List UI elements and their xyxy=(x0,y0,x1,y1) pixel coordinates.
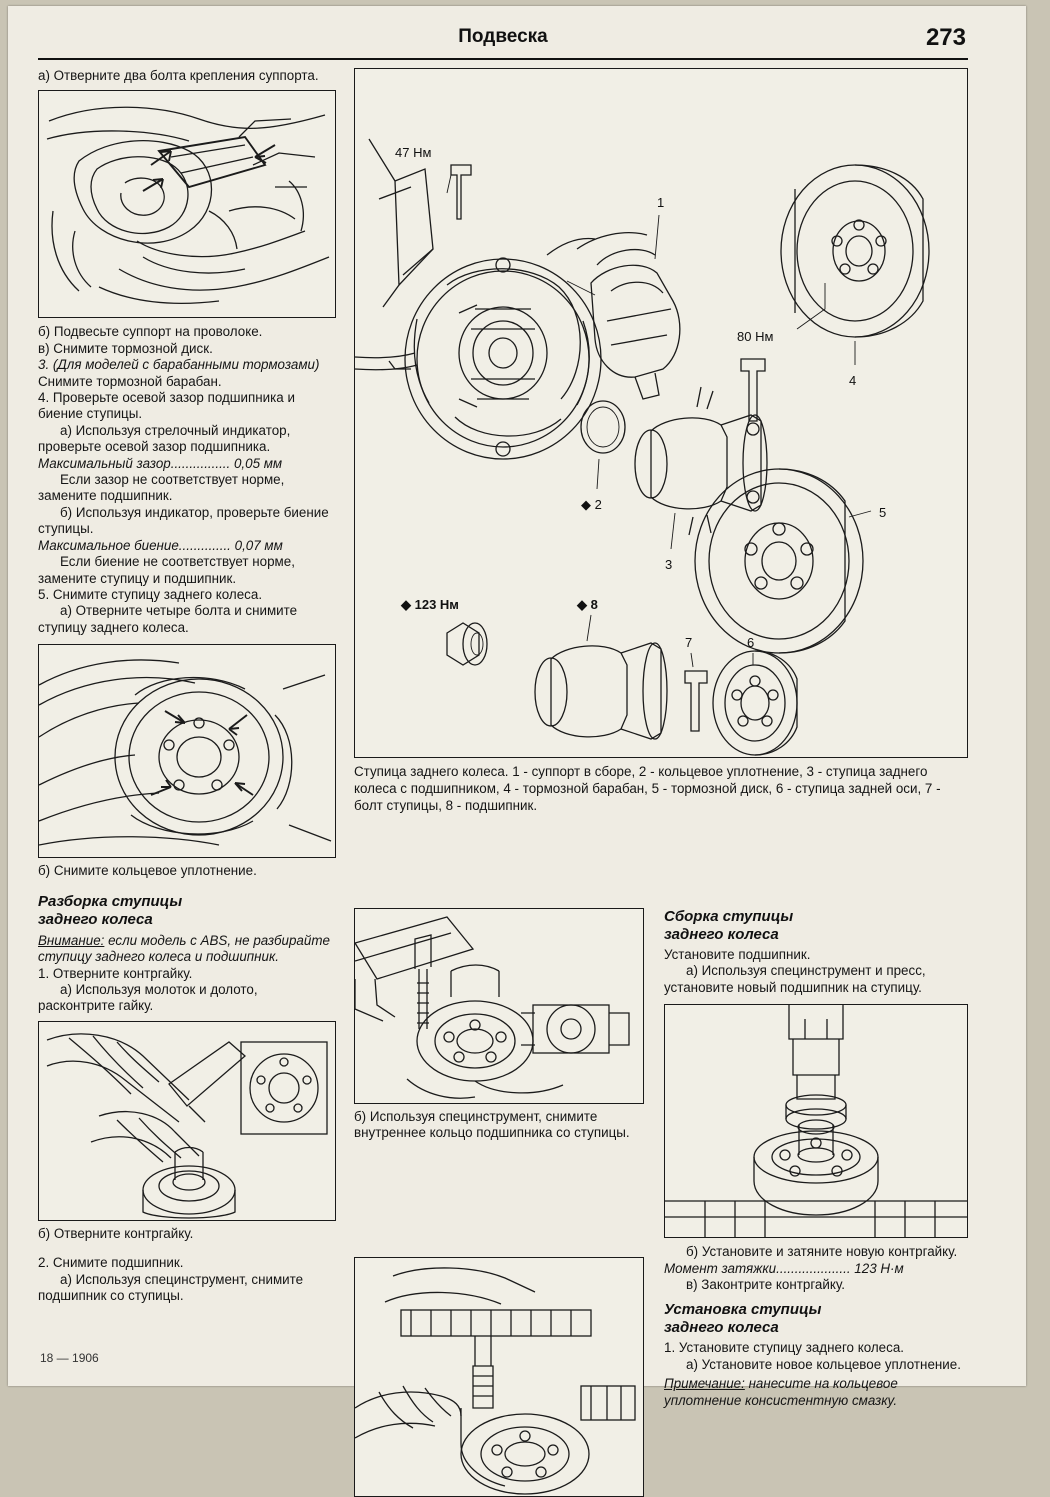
after-fig-line-1: б) Подвесьте суппорт на проволоке. xyxy=(38,324,263,340)
figure-exploded-rear-hub xyxy=(354,68,968,758)
page-title: Подвеска xyxy=(458,26,548,47)
spec-max-runout: Максимальное биение.............. 0,07 мм xyxy=(38,537,283,553)
main-figure-column xyxy=(354,68,968,827)
left-column-text xyxy=(38,341,336,636)
middle-column xyxy=(354,908,644,1497)
item-4a: а) Используя стрелочный индикатор, проверьте осевой зазор подшипника. xyxy=(38,422,291,455)
callout-4: 4 xyxy=(849,373,857,388)
callout-6: 6 xyxy=(747,635,755,650)
page-content xyxy=(38,24,968,1408)
page-header xyxy=(38,24,968,60)
note-label: Примечание: xyxy=(664,1376,745,1392)
book-page xyxy=(8,6,1026,1408)
spec-1-note: Если зазор не соответствует норме, замените подшипник. xyxy=(38,472,285,504)
disassembly-title-line1: Разборка ступицы xyxy=(38,892,183,910)
after-fig-line-2: в) Снимите тормозной диск. xyxy=(38,340,213,356)
disassembly-item-2: 2. Снимите подшипник. xyxy=(38,1255,184,1271)
item-3 xyxy=(38,357,336,373)
item-3-italic: 3. (Для моделей с барабанными тормозами) xyxy=(38,357,320,373)
figure-3-caption: б) Отверните контргайку. xyxy=(38,1225,194,1241)
left-column xyxy=(38,68,336,1305)
page-number: 273 xyxy=(925,24,966,51)
figure-hammer-chisel xyxy=(38,1021,336,1221)
callout-3: 3 xyxy=(665,557,673,572)
spec-2-note: Если биение не соответствует норме, замените ступицу и подшипник. xyxy=(38,554,295,586)
item-5: 5. Снимите ступицу заднего колеса. xyxy=(38,586,263,602)
item-3-rest: Снимите тормозной барабан. xyxy=(38,373,222,389)
right-column xyxy=(664,908,968,1409)
figure-press-install-bearing xyxy=(664,1004,968,1238)
assembly-title-line2: заднего колеса xyxy=(664,926,779,943)
assembly-torque-line xyxy=(664,1261,968,1277)
footer-signature: 18 — 1906 xyxy=(40,1351,99,1365)
disassembly-item-1: 1. Отверните контргайку. xyxy=(38,965,193,981)
note-text: нанесите на кольцевое уплотнение консистентную смазку. xyxy=(664,1376,898,1408)
torque-label-123: ◆ 123 Нм xyxy=(401,597,459,612)
item-4b: б) Используя индикатор, проверьте биение ступицы. xyxy=(38,504,329,537)
disassembly-item-2a: а) Используя специнструмент, снимите подшипник со ступицы. xyxy=(38,1271,304,1304)
callout-8: ◆ 8 xyxy=(577,597,598,612)
assembly-item-1a: а) Используя специнструмент и пресс, установите новый подшипник на ступицу. xyxy=(664,963,926,995)
disassembly-warning xyxy=(38,933,336,966)
disassembly-title-line2: заднего колеса xyxy=(38,910,153,928)
install-title-line1: Установка ступицы xyxy=(664,1301,822,1319)
install-item-1a: а) Установите новое кольцевое уплотнение. xyxy=(686,1356,961,1372)
figure-press-sst xyxy=(354,1257,644,1497)
step-a-text: а) Отверните два болта крепления суппорта. xyxy=(38,68,319,83)
torque-label-47: 47 Нм xyxy=(395,145,432,160)
figure-sst-inner-race xyxy=(354,908,644,1104)
disassembly-item-1a: а) Используя молоток и долото, расконтрите гайку. xyxy=(38,981,258,1014)
torque-label-80: 80 Нм xyxy=(737,329,774,344)
callout-5: 5 xyxy=(879,505,887,520)
assembly-item-1: Установите подшипник. xyxy=(664,947,811,962)
middle-figure-caption: б) Используя специнструмент, снимите внутреннее кольцо подшипника со ступицы. xyxy=(354,1109,630,1141)
torque-dots: .................... xyxy=(776,1260,851,1276)
item-4: 4. Проверьте осевой зазор подшипника и биение ступицы. xyxy=(38,390,295,422)
figure-caliper xyxy=(38,90,336,318)
torque-value: 123 Н·м xyxy=(854,1260,904,1276)
install-note xyxy=(664,1376,968,1409)
warning-label: Внимание: xyxy=(38,932,105,948)
torque-label: Момент затяжки xyxy=(664,1260,777,1276)
spec-max-clearance: Максимальный зазор................ 0,05 мм xyxy=(38,455,283,471)
callout-7: 7 xyxy=(685,635,693,650)
callout-2: ◆ 2 xyxy=(581,497,602,512)
assembly-title-line1: Сборка ступицы xyxy=(664,908,794,925)
figure-hub-backing-plate xyxy=(38,644,336,858)
warning-text: если модель с ABS, не разбирайте ступицу заднего колеса и подшипник. xyxy=(38,932,330,965)
item-5a: а) Отверните четыре болта и снимите ступицу заднего колеса. xyxy=(38,603,298,635)
figure-2-caption: б) Снимите кольцевое уплотнение. xyxy=(38,863,257,879)
assembly-item-1b: б) Установите и затяните новую контргайку. xyxy=(686,1244,958,1260)
callout-1: 1 xyxy=(657,195,665,210)
install-title-line2: заднего колеса xyxy=(664,1319,779,1337)
main-figure-caption: Ступица заднего колеса. 1 - суппорт в сборе, 2 - кольцевое уплотнение, 3 - ступица заднего колеса с подшипником, 4 - тормозной барабан, 5 - тормозной диск, 6 - ступица задней оси, 7 - болт ступицы, 8 - подшипник. xyxy=(354,764,941,813)
assembly-item-1v: в) Законтрите контргайку. xyxy=(686,1277,845,1293)
install-item-1: 1. Установите ступицу заднего колеса. xyxy=(664,1340,904,1356)
